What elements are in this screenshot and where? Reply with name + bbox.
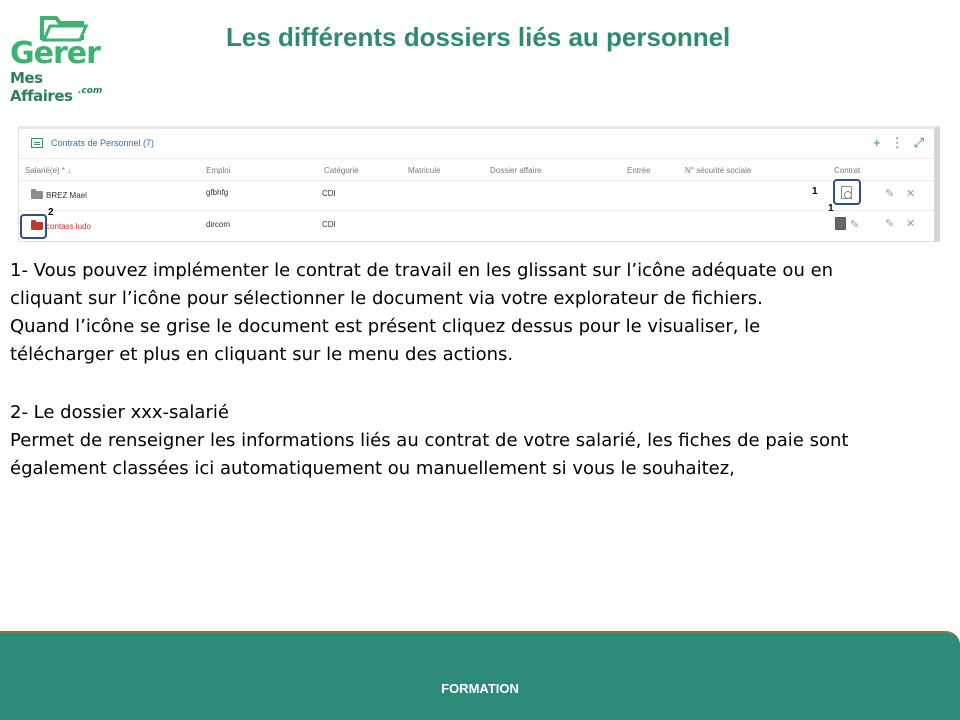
paragraph-line: Quand l’icône se grise le document est présent cliquez dessus pour le visualiser, le xyxy=(10,316,761,337)
logo-text-mesaffaires: Mes Affaires xyxy=(10,69,73,105)
column-header-securite-sociale[interactable]: N° sécurité sociale xyxy=(685,166,752,175)
logo-text-com: .com xyxy=(78,86,103,96)
plus-icon[interactable]: + xyxy=(873,135,881,150)
column-header-matricule[interactable]: Matricule xyxy=(408,166,441,175)
panel-actions xyxy=(873,136,924,150)
logo xyxy=(6,14,106,104)
badge-contract-number: 1 xyxy=(812,186,818,197)
row-salarie: contass ludo xyxy=(46,222,91,231)
footer-label: FORMATION xyxy=(441,681,519,696)
pen-icon[interactable]: ✎ xyxy=(850,219,860,231)
expand-icon[interactable]: ⤢ xyxy=(913,135,924,150)
logo-text-gerer: Gerer xyxy=(10,36,100,71)
paragraph-line: télécharger et plus en cliquant sur le menu des actions. xyxy=(10,344,514,365)
column-header-salarie[interactable]: Salarié(e) * ↓ xyxy=(25,166,72,175)
document-icon[interactable] xyxy=(835,217,846,230)
paragraph-contract xyxy=(10,257,950,369)
delete-icon[interactable]: ✕ xyxy=(906,188,916,200)
paragraph-line: 2- Le dossier xxx-salarié xyxy=(10,402,229,423)
row-emploi: dircom xyxy=(206,220,231,229)
column-header-entree[interactable]: Entrée xyxy=(627,166,651,175)
paragraph-line: Permet de renseigner les informations liés au contrat de votre salarié, les fiches de paie sont xyxy=(10,430,849,451)
footer-band xyxy=(0,631,960,720)
edit-icon[interactable]: ✎ xyxy=(885,188,895,200)
page-title: Les différents dossiers liés au personnel xyxy=(226,22,731,52)
column-header-categorie[interactable]: Catégorie xyxy=(324,166,359,175)
badge-contract-number: 1 xyxy=(828,203,834,214)
column-header-dossier-affaire[interactable]: Dossier affaire xyxy=(490,166,542,175)
row-categorie: CDI xyxy=(322,189,336,198)
paragraph-line: également classées ici automatiquement ou manuellement si vous le souhaitez, xyxy=(10,458,735,479)
row-categorie: CDI xyxy=(322,220,336,229)
column-header-contrat[interactable]: Contrat xyxy=(834,166,861,175)
paragraph-line: 1- Vous pouvez implémenter le contrat de travail en les glissant sur l’icône adéquate ou en xyxy=(10,260,834,281)
folder-icon[interactable] xyxy=(31,191,43,199)
highlight-box-folder xyxy=(20,214,47,239)
column-header-emploi[interactable]: Emploi xyxy=(206,166,231,175)
panel-header xyxy=(19,129,934,159)
paragraph-folder xyxy=(10,399,950,483)
delete-icon[interactable]: ✕ xyxy=(906,218,916,230)
row-salarie: BREZ Mael xyxy=(46,191,87,200)
row-emploi: gfbhfg xyxy=(206,188,229,197)
contracts-panel xyxy=(18,126,940,242)
more-vertical-icon[interactable]: ⋮ xyxy=(890,135,904,150)
divider xyxy=(19,210,934,211)
paragraph-line: cliquant sur l’icône pour sélectionner le document via votre explorateur de fichiers. xyxy=(10,288,763,309)
edit-icon[interactable]: ✎ xyxy=(885,218,895,230)
badge-folder-number: 2 xyxy=(48,207,54,218)
table-icon xyxy=(31,138,43,148)
panel-title: Contrats de Personnel (7) xyxy=(51,138,155,148)
highlight-box-contract xyxy=(833,179,861,205)
divider xyxy=(19,180,934,181)
